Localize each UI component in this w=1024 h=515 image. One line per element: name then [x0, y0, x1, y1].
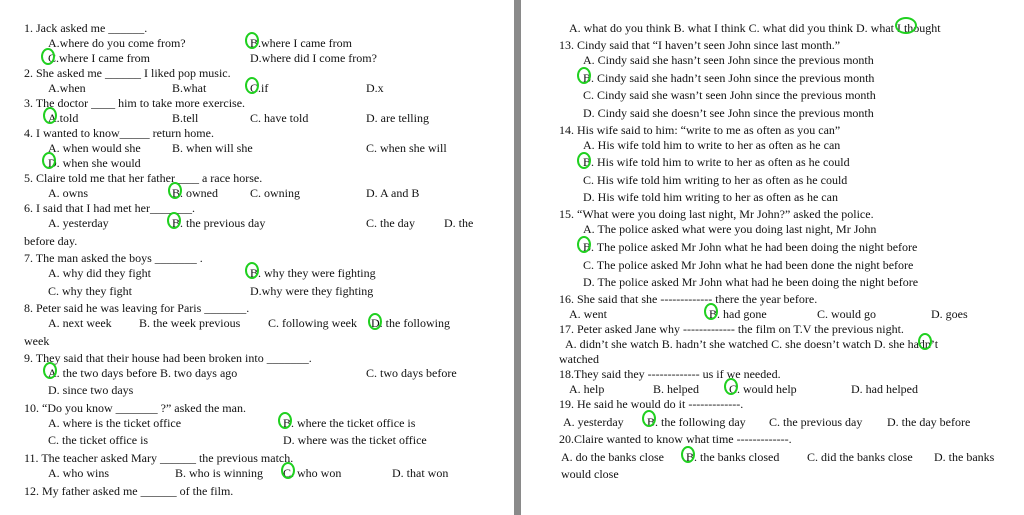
- text-line: A. what do you think B. what I think C. what did you think D. what I thought: [569, 21, 941, 35]
- text-line: A. when would she: [48, 141, 141, 155]
- text-line: A. owns: [48, 186, 89, 200]
- text-line: 3. The doctor ____ him to take more exercise.: [24, 96, 246, 110]
- text-line: B. owned: [172, 186, 218, 200]
- text-line: 5. Claire told me that her father____ a race horse.: [24, 171, 263, 185]
- text-line: A. went: [569, 307, 607, 321]
- text-line: 14. His wife said to him: “write to me as often as you can”: [559, 123, 841, 137]
- text-line: 15. “What were you doing last night, Mr John?” asked the police.: [559, 207, 874, 221]
- text-line: D. had helped: [851, 382, 918, 396]
- text-line: D. goes: [931, 307, 968, 321]
- text-line: A.told: [48, 111, 79, 125]
- text-line: D. the following: [371, 316, 450, 330]
- text-line: C. when she will: [366, 141, 447, 155]
- text-line: 6. I said that I had met her_______.: [24, 201, 195, 215]
- text-line: C. owning: [250, 186, 301, 200]
- text-line: would close: [561, 467, 619, 481]
- text-line: watched: [559, 352, 599, 366]
- text-line: B. who is winning: [175, 466, 264, 480]
- text-line: C. the previous day: [769, 415, 863, 429]
- text-line: D. the day before: [887, 415, 971, 429]
- text-line: D. The police asked Mr John what had he been doing the night before: [583, 275, 919, 289]
- text-line: C. The police asked Mr John what he had been done the night before: [583, 258, 914, 272]
- text-line: B. the previous day: [172, 216, 266, 230]
- text-line: D. the banks: [934, 450, 995, 464]
- text-line: D. A and B: [366, 186, 420, 200]
- text-line: B. the following day: [647, 415, 746, 429]
- text-line: A. yesterday: [48, 216, 109, 230]
- text-line: C.where I came from: [48, 51, 150, 65]
- text-line: D. the: [444, 216, 474, 230]
- text-line: 11. The teacher asked Mary ______ the previous match.: [24, 451, 294, 465]
- text-line: 20.Claire wanted to know what time -------------.: [559, 432, 792, 446]
- text-line: A. do the banks close: [561, 450, 664, 464]
- right-page: [521, 0, 1024, 515]
- text-line: 1. Jack asked me ______.: [24, 21, 148, 35]
- text-line: D. where was the ticket office: [283, 433, 427, 447]
- text-line: D.where did I come from?: [250, 51, 377, 65]
- text-line: A. help: [569, 382, 605, 396]
- text-line: A. His wife told him to write to her as often as he can: [583, 138, 841, 152]
- text-line: 8. Peter said he was leaving for Paris _______.: [24, 301, 250, 315]
- text-line: D.x: [366, 81, 384, 95]
- page-divider: [514, 0, 521, 515]
- text-line: D. since two days: [48, 383, 134, 397]
- text-line: A. yesterday: [563, 415, 624, 429]
- text-line: 17. Peter asked Jane why ------------- the film on T.V the previous night.: [559, 322, 904, 336]
- text-line: B.where I came from: [250, 36, 352, 50]
- text-line: A. The police asked what were you doing last night, Mr John: [583, 222, 877, 236]
- text-line: C. the day: [366, 216, 415, 230]
- text-line: C. following week: [268, 316, 357, 330]
- text-line: 18.They said they ------------- us if we needed.: [559, 367, 781, 381]
- text-line: D. that won: [392, 466, 449, 480]
- text-line: D. His wife told him writing to her as often as he can: [583, 190, 838, 204]
- text-line: B. helped: [653, 382, 699, 396]
- text-line: C. would help: [729, 382, 797, 396]
- text-line: C. who won: [283, 466, 342, 480]
- text-line: B. the banks closed: [686, 450, 780, 464]
- text-line: 7. The man asked the boys _______ .: [24, 251, 203, 265]
- text-line: B. when will she: [172, 141, 253, 155]
- text-line: D. are telling: [366, 111, 429, 125]
- text-line: 4. I wanted to know_____ return home.: [24, 126, 214, 140]
- text-line: week: [24, 334, 50, 348]
- text-line: 13. Cindy said that “I haven’t seen John since last month.”: [559, 38, 841, 52]
- text-line: A. where is the ticket office: [48, 416, 182, 430]
- text-line: A. the two days before B. two days ago: [48, 366, 238, 380]
- text-line: 16. She said that she ------------- there the year before.: [559, 292, 818, 306]
- text-line: 19. He said he would do it -------------.: [559, 397, 744, 411]
- text-line: 2. She asked me ______ I liked pop music.: [24, 66, 231, 80]
- text-line: before day.: [24, 234, 78, 248]
- text-line: B. His wife told him to write to her as often as he could: [583, 155, 850, 169]
- text-line: C. why they fight: [48, 284, 132, 298]
- text-line: C. did the banks close: [807, 450, 913, 464]
- text-line: B. Cindy said she hadn’t seen John since the previous month: [583, 71, 875, 85]
- text-line: 9. They said that their house had been broken into _______.: [24, 351, 312, 365]
- text-line: B. had gone: [709, 307, 767, 321]
- text-line: 12. My father asked me ______ of the film.: [24, 484, 234, 498]
- text-line: B. where the ticket office is: [283, 416, 416, 430]
- text-line: C. Cindy said she wasn’t seen John since the previous month: [583, 88, 876, 102]
- text-line: C. have told: [250, 111, 309, 125]
- text-line: A. Cindy said she hasn’t seen John since the previous month: [583, 53, 874, 67]
- text-line: A. didn’t she watch B. hadn’t she watched C. she doesn’t watch D. she hadn’t: [565, 337, 939, 351]
- text-line: B. The police asked Mr John what he had been doing the night before: [583, 240, 918, 254]
- text-line: C. His wife told him writing to her as often as he could: [583, 173, 848, 187]
- text-line: 10. “Do you know _______ ?” asked the man.: [24, 401, 246, 415]
- text-line: C. two days before: [366, 366, 457, 380]
- text-line: C. the ticket office is: [48, 433, 149, 447]
- text-line: B. why they were fighting: [250, 266, 376, 280]
- text-line: C.if: [250, 81, 269, 95]
- text-line: B. the week previous: [139, 316, 241, 330]
- text-line: B.what: [172, 81, 207, 95]
- text-line: D. when she would: [48, 156, 141, 170]
- text-line: D.why were they fighting: [250, 284, 374, 298]
- text-line: A.where do you come from?: [48, 36, 186, 50]
- text-line: A. why did they fight: [48, 266, 151, 280]
- text-line: A. next week: [48, 316, 112, 330]
- text-line: D. Cindy said she doesn’t see John since the previous month: [583, 106, 874, 120]
- text-line: A. who wins: [48, 466, 110, 480]
- text-line: A.when: [48, 81, 86, 95]
- text-line: C. would go: [817, 307, 877, 321]
- text-line: B.tell: [172, 111, 199, 125]
